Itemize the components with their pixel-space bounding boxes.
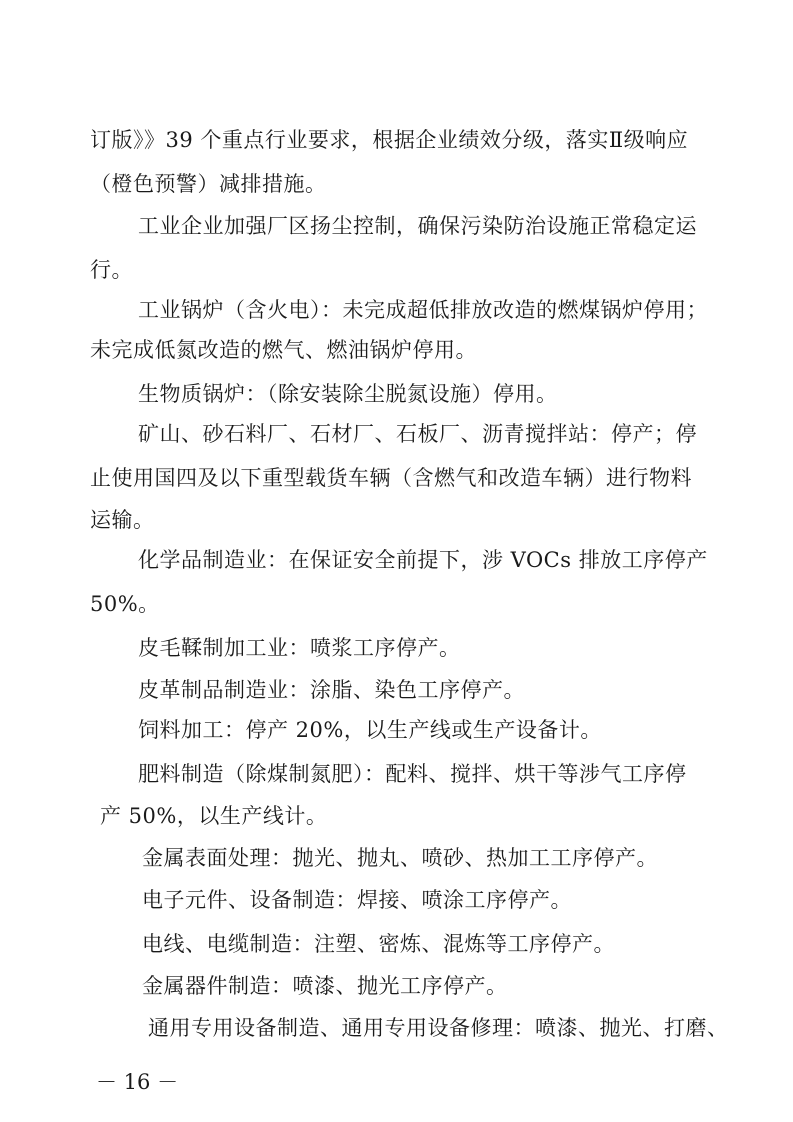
text-line: 工业锅炉（含火电）：未完成超低排放改造的燃煤锅炉停用； [138, 298, 708, 322]
text-line: 生物质锅炉：（除安装除尘脱氮设施）停用。 [138, 382, 558, 406]
text-line: 矿山、砂石料厂、石材厂、石板厂、沥青搅拌站：停产；停 [138, 422, 697, 446]
text-line: 止使用国四及以下重型载货车辆（含燃气和改造车辆）进行物料 [90, 466, 692, 490]
text-line: 行。 [90, 258, 133, 282]
text-line: 通用专用设备制造、通用专用设备修理：喷漆、抛光、打磨、 [148, 1016, 729, 1040]
text-line: 皮毛鞣制加工业：喷浆工序停产。 [138, 636, 461, 660]
text-line: 运输。 [90, 508, 155, 532]
text-line: 金属器件制造：喷漆、抛光工序停产。 [142, 974, 508, 998]
text-line: 饲料加工：停产 20%，以生产线或生产设备计。 [138, 718, 602, 742]
text-line: 50%。 [90, 592, 160, 616]
text-line: 未完成低氮改造的燃气、燃油锅炉停用。 [90, 338, 477, 362]
text-line: 电子元件、设备制造：焊接、喷涂工序停产。 [142, 888, 572, 912]
text-line: 工业企业加强厂区扬尘控制，确保污染防治设施正常稳定运 [138, 214, 697, 238]
text-line: 金属表面处理：抛光、抛丸、喷砂、热加工工序停产。 [142, 846, 658, 870]
text-line: 化学品制造业：在保证安全前提下，涉 VOCs 排放工序停产 [138, 548, 708, 572]
text-line: 电线、电缆制造：注塑、密炼、混炼等工序停产。 [142, 932, 615, 956]
text-line: 肥料制造（除煤制氮肥）：配料、搅拌、烘干等涉气工序停 [138, 762, 687, 786]
text-line: 皮革制品制造业：涂脂、染色工序停产。 [138, 678, 525, 702]
text-line: （橙色预警）减排措施。 [90, 172, 327, 196]
text-line: 订版》》39 个重点行业要求，根据企业绩效分级，落实Ⅱ级响应 [90, 128, 689, 152]
page-number: － 16 － [96, 1070, 179, 1094]
text-line: 产 50%，以生产线计。 [100, 804, 328, 828]
